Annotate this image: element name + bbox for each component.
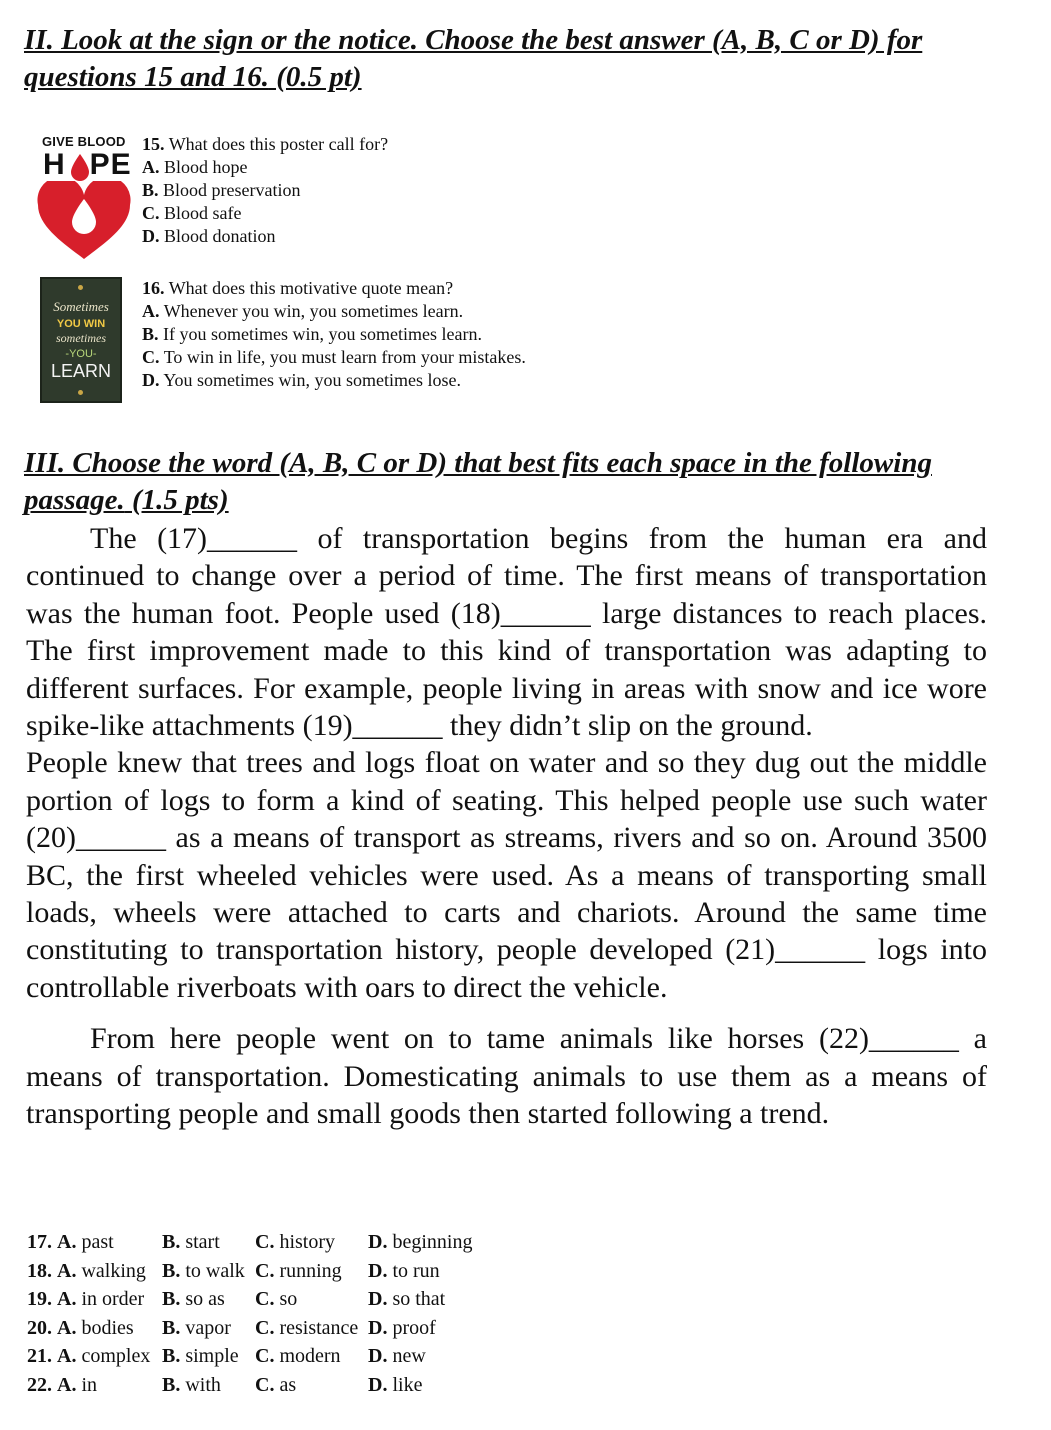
option-text: so that (392, 1288, 446, 1310)
option-letter: A. (57, 1288, 77, 1310)
option-text: so as (185, 1288, 225, 1310)
question-16-option-d[interactable] (142, 369, 526, 392)
passage-paragraph-1: The (17)______ of transportation begins from the human era and continued to change over a period of time. The first means of transportation was the human foot. People used (18)______ large distances to reach places. The first improvement made to this kind of transportation was adapting to different surfaces. For example, people living in areas with snow and ice wore spike-like attachments (19)______ they didn’t slip on the ground. (26, 522, 987, 743)
option-17-b[interactable] (162, 1231, 220, 1254)
option-17-c[interactable] (255, 1231, 335, 1254)
option-text: start (185, 1231, 220, 1253)
option-18-c[interactable] (255, 1260, 342, 1283)
give-blood-hope-poster (36, 134, 136, 259)
option-letter: B. (142, 324, 159, 344)
poster-hope-pe: PE (89, 148, 132, 181)
section-2-points: (0.5 pt) (268, 61, 362, 93)
question-15-option-b[interactable] (142, 179, 388, 202)
option-letter: C. (142, 347, 160, 367)
question-text: What does this poster call for? (168, 134, 389, 154)
option-letter: D. (368, 1316, 388, 1339)
option-21-b[interactable] (162, 1345, 239, 1368)
option-19-d[interactable] (368, 1288, 445, 1311)
decorative-dot (78, 390, 83, 395)
passage-paragraph-3: From here people went on to tame animals like horses (22)______ a means of transportation. Domesticating animals to use them as a means of transporting people and small goods then started following a trend. (26, 1022, 987, 1131)
option-text: Whenever you win, you sometimes learn. (163, 301, 464, 321)
option-letter: B. (162, 1373, 181, 1396)
passage-paragraph-2: People knew that trees and logs float on water and so they dug out the middle portion of logs to form a kind of seating. This helped people use such water (20)______ as a means of transport as streams, rivers and so on. Around 3500 BC, the first wheeled vehicles were used. As a means of transporting small loads, wheels were attached to carts and chariots. Around the same time constituting to transportation history, people developed (21)______ logs into controllable riverboats with oars to direct the vehicle. (26, 746, 987, 1004)
option-19-c[interactable] (255, 1288, 297, 1311)
option-letter: C. (255, 1316, 275, 1339)
section-3-points: (1.5 pts) (124, 484, 229, 516)
option-17-a[interactable] (27, 1231, 114, 1254)
question-15 (142, 133, 388, 248)
option-text: Blood hope (164, 157, 248, 177)
option-letter: D. (142, 370, 160, 390)
option-letter: A. (57, 1231, 77, 1253)
question-number: 17. (27, 1231, 52, 1253)
option-17-d[interactable] (368, 1231, 472, 1254)
question-16-option-c[interactable] (142, 346, 526, 369)
option-letter: C. (142, 203, 160, 223)
option-text: Blood safe (164, 203, 242, 223)
option-letter: B. (162, 1231, 181, 1253)
poster-hope-h: H (43, 148, 66, 181)
poster-you-win: YOU WIN (56, 318, 106, 330)
option-letter: C. (255, 1345, 275, 1367)
question-16 (142, 277, 526, 392)
option-letter: C. (255, 1231, 275, 1253)
option-text: to run (392, 1259, 440, 1282)
section-3-heading (24, 445, 1014, 519)
option-text: history (279, 1231, 336, 1253)
option-letter: D. (368, 1373, 388, 1396)
option-text: as (279, 1373, 297, 1396)
section-2-heading-text: II. Look at the sign or the notice. Choose the best answer (A, B, C or D) for questions 15 and 16. (24, 24, 923, 93)
question-15-option-d[interactable] (142, 225, 388, 248)
option-letter: B. (162, 1345, 181, 1367)
option-text: running (279, 1259, 342, 1282)
option-text: simple (185, 1345, 239, 1367)
option-text: new (392, 1345, 426, 1367)
option-letter: A. (57, 1345, 77, 1367)
question-16-option-a[interactable] (142, 300, 526, 323)
option-19-a[interactable] (27, 1288, 144, 1311)
question-number: 22. (27, 1373, 52, 1396)
option-letter: A. (142, 157, 160, 177)
option-text: You sometimes win, you sometimes lose. (163, 370, 462, 390)
option-letter: D. (368, 1345, 388, 1367)
option-text: vapor (185, 1316, 231, 1339)
option-letter: A. (57, 1259, 77, 1282)
option-text: beginning (392, 1231, 473, 1253)
option-22-b[interactable] (162, 1374, 221, 1397)
question-number: 21. (27, 1345, 52, 1367)
question-number: 18. (27, 1259, 52, 1282)
option-text: in (81, 1373, 98, 1396)
option-22-a[interactable] (27, 1374, 97, 1397)
option-letter: B. (162, 1316, 181, 1339)
option-21-a[interactable] (27, 1345, 150, 1368)
option-text: resistance (279, 1316, 359, 1339)
option-text: in order (81, 1288, 145, 1310)
option-20-c[interactable] (255, 1317, 358, 1340)
question-16-option-b[interactable] (142, 323, 526, 346)
option-letter: A. (142, 301, 160, 321)
option-21-c[interactable] (255, 1345, 341, 1368)
option-22-c[interactable] (255, 1374, 296, 1397)
option-text: proof (392, 1316, 436, 1339)
option-letter: C. (255, 1288, 275, 1310)
option-text: To win in life, you must learn from your mistakes. (163, 347, 526, 367)
option-letter: C. (255, 1259, 275, 1282)
question-16-stem (142, 277, 526, 300)
poster-learn: LEARN (50, 361, 112, 381)
option-letter: B. (162, 1259, 181, 1282)
option-text: If you sometimes win, you sometimes learn. (163, 324, 482, 344)
option-text: past (81, 1231, 114, 1253)
option-letter: D. (368, 1288, 388, 1310)
reading-passage (26, 520, 987, 1133)
poster-sometimes-1: Sometimes (53, 299, 109, 314)
option-letter: B. (142, 180, 159, 200)
option-letter: D. (368, 1231, 388, 1253)
question-number: 15. (142, 134, 165, 154)
option-text: Blood preservation (163, 180, 301, 200)
option-letter: B. (162, 1288, 181, 1310)
option-letter: D. (142, 226, 160, 246)
question-15-stem (142, 133, 388, 156)
option-18-a[interactable] (27, 1260, 146, 1283)
question-15-option-c[interactable] (142, 202, 388, 225)
option-text: Blood donation (164, 226, 276, 246)
option-text: so (279, 1288, 298, 1310)
option-20-b[interactable] (162, 1317, 231, 1340)
sometimes-you-win-poster (40, 277, 122, 403)
option-letter: D. (368, 1259, 388, 1282)
section-3-heading-text: III. Choose the word (A, B, C or D) that best fits each space in the following passage. (24, 447, 932, 516)
blood-drop-icon (70, 154, 90, 181)
option-letter: C. (255, 1373, 275, 1396)
question-15-option-a[interactable] (142, 156, 388, 179)
option-text: to walk (185, 1259, 245, 1282)
poster-you: -YOU- (65, 348, 97, 360)
option-letter: A. (57, 1316, 77, 1339)
option-21-d[interactable] (368, 1345, 426, 1368)
option-19-b[interactable] (162, 1288, 225, 1311)
heart-with-drop-icon (36, 181, 132, 259)
decorative-dot (78, 285, 83, 290)
option-text: complex (81, 1345, 151, 1367)
option-20-a[interactable] (27, 1317, 134, 1340)
option-text: walking (81, 1259, 146, 1282)
question-number: 19. (27, 1288, 52, 1310)
option-text: with (185, 1373, 221, 1396)
option-20-d[interactable] (368, 1317, 436, 1340)
poster-give-blood-text: GIVE BLOOD (42, 134, 126, 149)
question-text: What does this motivative quote mean? (168, 278, 454, 298)
option-text: modern (279, 1345, 341, 1367)
option-text: bodies (81, 1316, 134, 1339)
option-18-b[interactable] (162, 1260, 245, 1283)
option-18-d[interactable] (368, 1260, 440, 1283)
section-2-heading (24, 22, 1014, 96)
question-number: 16. (142, 278, 165, 298)
option-22-d[interactable] (368, 1374, 422, 1397)
question-number: 20. (27, 1316, 52, 1339)
option-text: like (392, 1373, 423, 1396)
option-letter: A. (57, 1373, 77, 1396)
poster-sometimes-2: sometimes (56, 331, 106, 345)
